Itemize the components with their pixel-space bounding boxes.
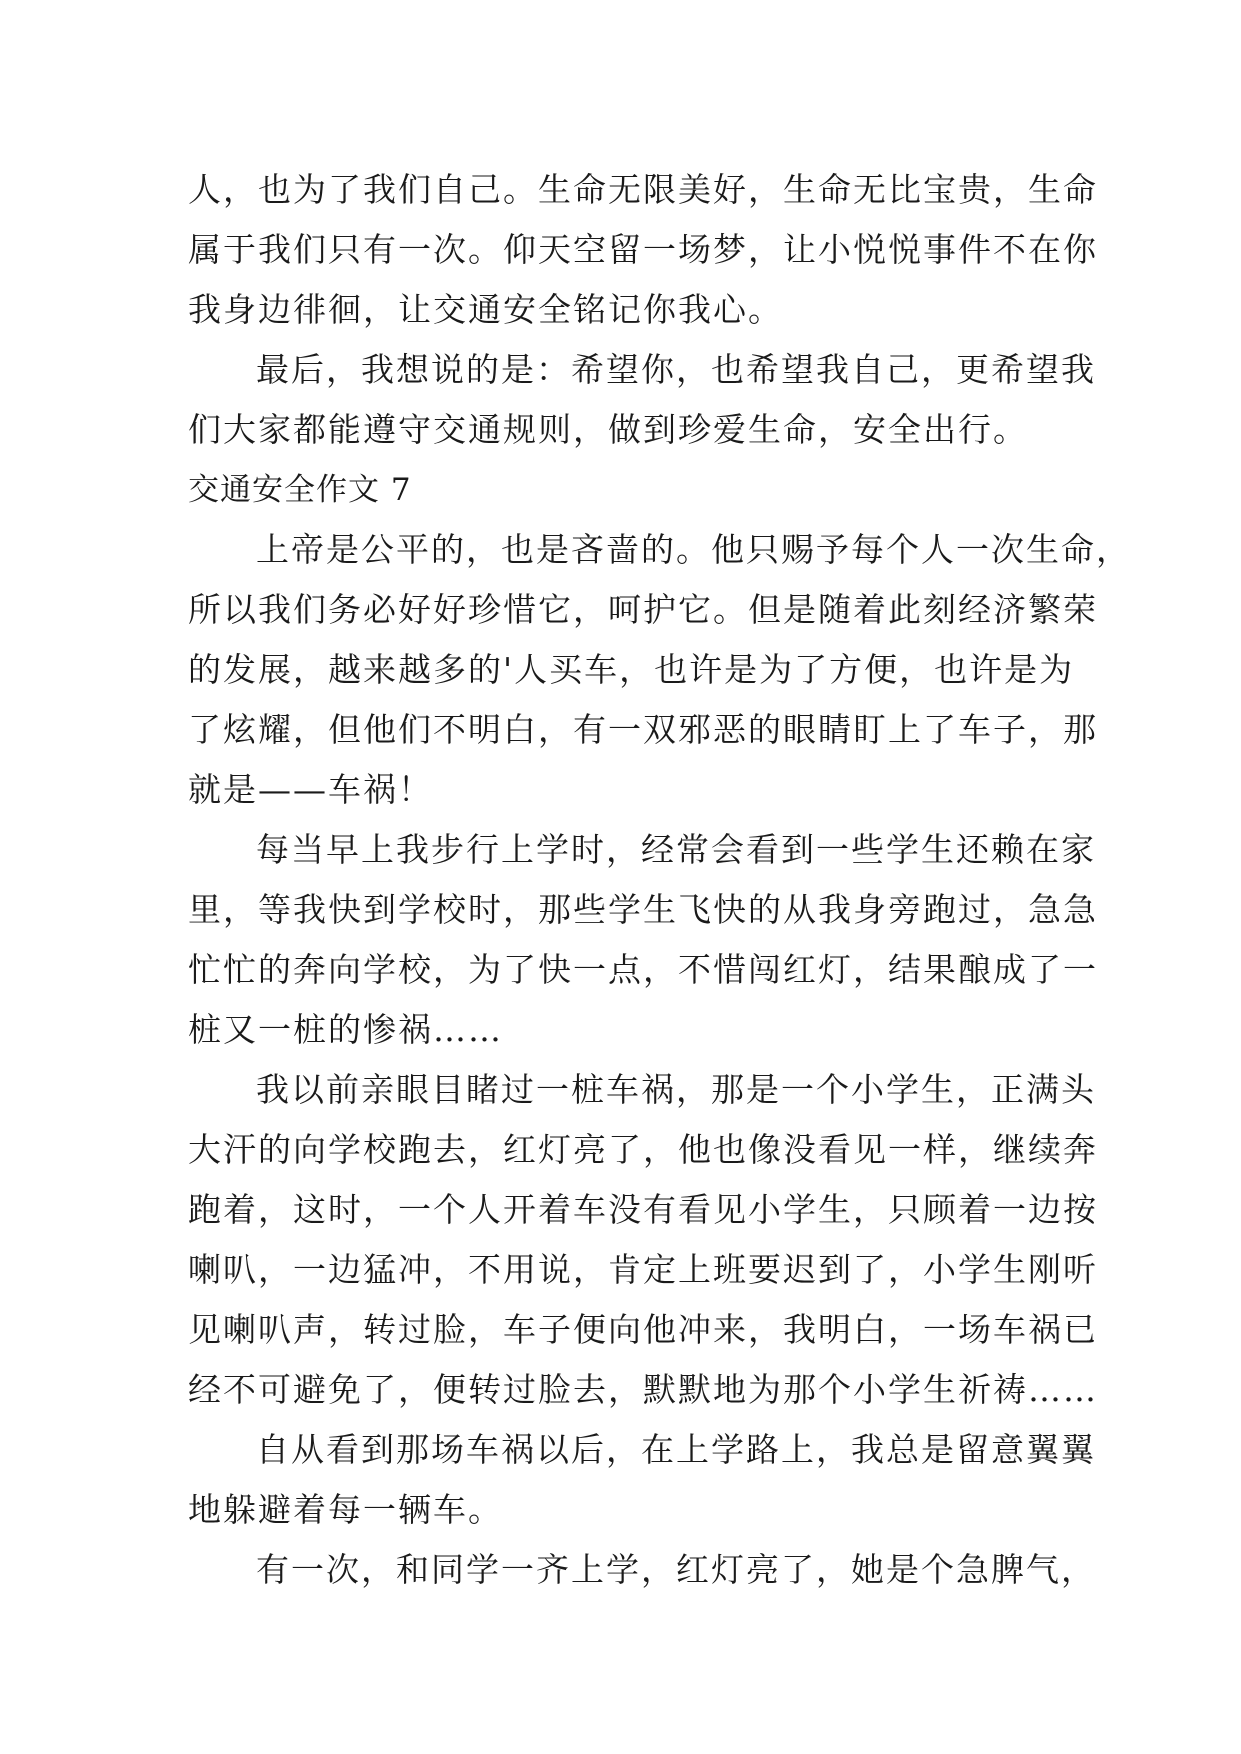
- text-line: 最后，我想说的是：希望你，也希望我自己，更希望我: [256, 350, 1096, 389]
- text-line: 了炫耀，但他们不明白，有一双邪恶的眼睛盯上了车子，那: [188, 710, 1098, 749]
- text-line: 自从看到那场车祸以后，在上学路上，我总是留意翼翼: [256, 1430, 1096, 1469]
- section-heading: 交通安全作文 7: [188, 472, 412, 508]
- text-line: 就是——车祸！: [188, 770, 433, 809]
- essay-body: [188, 160, 1131, 1600]
- text-line: 所以我们务必好好珍惜它，呵护它。但是随着此刻经济繁荣: [188, 590, 1098, 629]
- text-line: 们大家都能遵守交通规则，做到珍爱生命，安全出行。: [188, 410, 1028, 449]
- text-line: 有一次，和同学一齐上学，红灯亮了，她是个急脾气，: [256, 1550, 1096, 1589]
- text-line: 见喇叭声，转过脸，车子便向他冲来，我明白，一场车祸已: [188, 1310, 1098, 1349]
- text-line: 跑着，这时，一个人开着车没有看见小学生，只顾着一边按: [188, 1190, 1098, 1229]
- text-line: 里，等我快到学校时，那些学生飞快的从我身旁跑过，急急: [188, 890, 1098, 929]
- text-line: 大汗的向学校跑去，红灯亮了，他也像没看见一样，继续奔: [188, 1130, 1098, 1169]
- text-line: 地躲避着每一辆车。: [188, 1490, 503, 1529]
- text-line: 的发展，越来越多的'人买车，也许是为了方便，也许是为: [188, 650, 1075, 689]
- text-line: 经不可避免了，便转过脸去，默默地为那个小学生祈祷……: [188, 1370, 1098, 1409]
- text-line: 上帝是公平的，也是吝啬的。他只赐予每个人一次生命，: [256, 530, 1131, 569]
- text-line: 我身边徘徊，让交通安全铭记你我心。: [188, 290, 783, 329]
- text-line: 忙忙的奔向学校，为了快一点，不惜闯红灯，结果酿成了一: [188, 950, 1098, 989]
- text-line: 属于我们只有一次。仰天空留一场梦，让小悦悦事件不在你: [188, 230, 1098, 269]
- text-line: 喇叭，一边猛冲，不用说，肯定上班要迟到了，小学生刚听: [188, 1250, 1098, 1289]
- text-line: 人，也为了我们自己。生命无限美好，生命无比宝贵，生命: [188, 170, 1098, 209]
- text-line: 我以前亲眼目睹过一桩车祸，那是一个小学生，正满头: [256, 1070, 1096, 1109]
- text-line: 每当早上我步行上学时，经常会看到一些学生还赖在家: [256, 830, 1096, 869]
- text-line: 桩又一桩的惨祸……: [188, 1010, 503, 1049]
